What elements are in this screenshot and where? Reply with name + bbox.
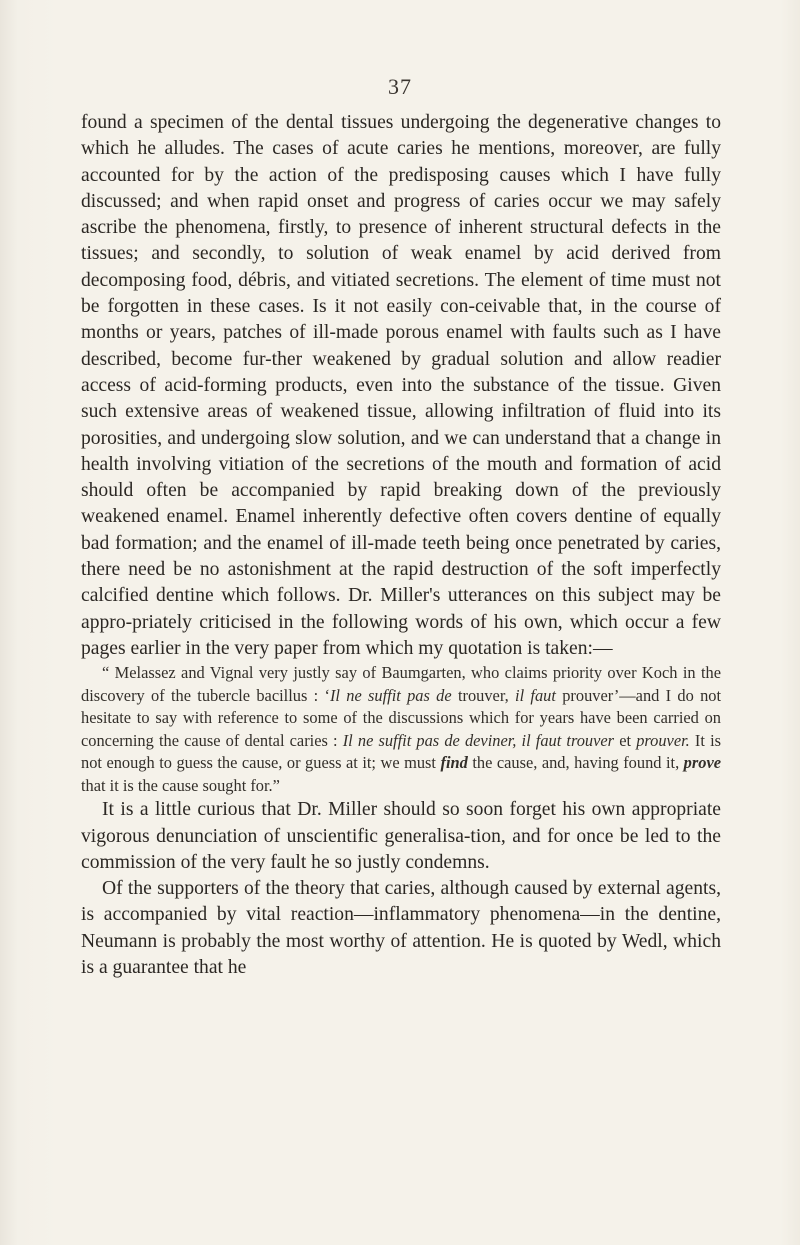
paragraph: It is a little curious that Dr. Miller should so soon forget his own appropriate vigorous denunciation of unscientific generalisa-tion, and for once be led to the commission of the very fault he so justly condemns. bbox=[81, 799, 721, 873]
quote-italic-text: Il ne suffit pas de bbox=[329, 685, 452, 705]
page-body bbox=[81, 110, 721, 981]
quote-emphasis-text: find bbox=[440, 753, 468, 773]
block-quotation bbox=[81, 662, 721, 797]
quote-text: It is not enough to guess the cause, or guess at it; we must bbox=[81, 730, 721, 773]
quote-text: trouver, bbox=[451, 685, 516, 705]
page-number: 37 bbox=[388, 74, 412, 99]
paragraph-continued: found a specimen of the dental tissues undergoing the degenerative changes to which he alludes. The cases of acute caries he mentions, moreover, are fully accounted for by the action of the predisposing causes which I have fully discussed; and when rapid onset and progress of caries occur we may safely ascribe the phenomena, firstly, to presence of inherent structural defects in the tissues; and secondly, to solution of weak enamel by acid derived from decomposing food, débris, and vitiated secretions. The element of time must not be forgotten in these cases. Is it not easily con-ceivable that, in the course of months or years, patches of ill-made porous enamel with faults such as I have described, become fur-ther weakened by gradual solution and allow readier access of acid-forming products, even into the substance of the tissue. Given such extensive areas of weakened tissue, allowing infiltration of fluid into its porosities, and undergoing slow solution, and we can understand that a change in health involving vitiation of the secretions of the mouth and formation of acid should often be accompanied by rapid breaking down of the previously weakened enamel. Enamel inherently defective often covers dentine of equally bad formation; and the enamel of ill-made teeth being once penetrated by caries, there need be no astonishment at the rapid destruction of the soft imperfectly calcified dentine which follows. Dr. Miller's utterances on this subject may be appro-priately criticised in the following words of his own, which occur a few pages earlier in the very paper from which my quotation is taken:— bbox=[81, 112, 721, 659]
quote-text: “ Melassez and Vignal very justly say of Baumgarten, who claims priority over Koch in the discovery of the tubercle bacillus : ‘ bbox=[81, 663, 721, 705]
quote-emphasis-text: prove bbox=[683, 753, 721, 773]
quote-text: the cause, and, having found it, bbox=[467, 753, 684, 773]
quote-text: that it is the cause sought for.” bbox=[81, 775, 280, 795]
quote-italic-text: prouver. bbox=[636, 730, 690, 750]
quote-italic-text: il faut bbox=[515, 685, 556, 705]
quote-italic-text: Il ne suffit pas de deviner, il faut trouver bbox=[342, 730, 615, 750]
quote-text: et bbox=[614, 730, 637, 750]
quote-text: prouver’—and I do not hesitate to say with reference to some of the discussions which for years have been carried on concerning the cause of dental caries : bbox=[81, 685, 722, 750]
paragraph: Of the supporters of the theory that caries, although caused by external agents, is accompanied by vital reaction—inflammatory phenomena—in the dentine, Neumann is probably the most worthy of attention. He is quoted by Wedl, which is a guarantee that he bbox=[81, 878, 721, 979]
